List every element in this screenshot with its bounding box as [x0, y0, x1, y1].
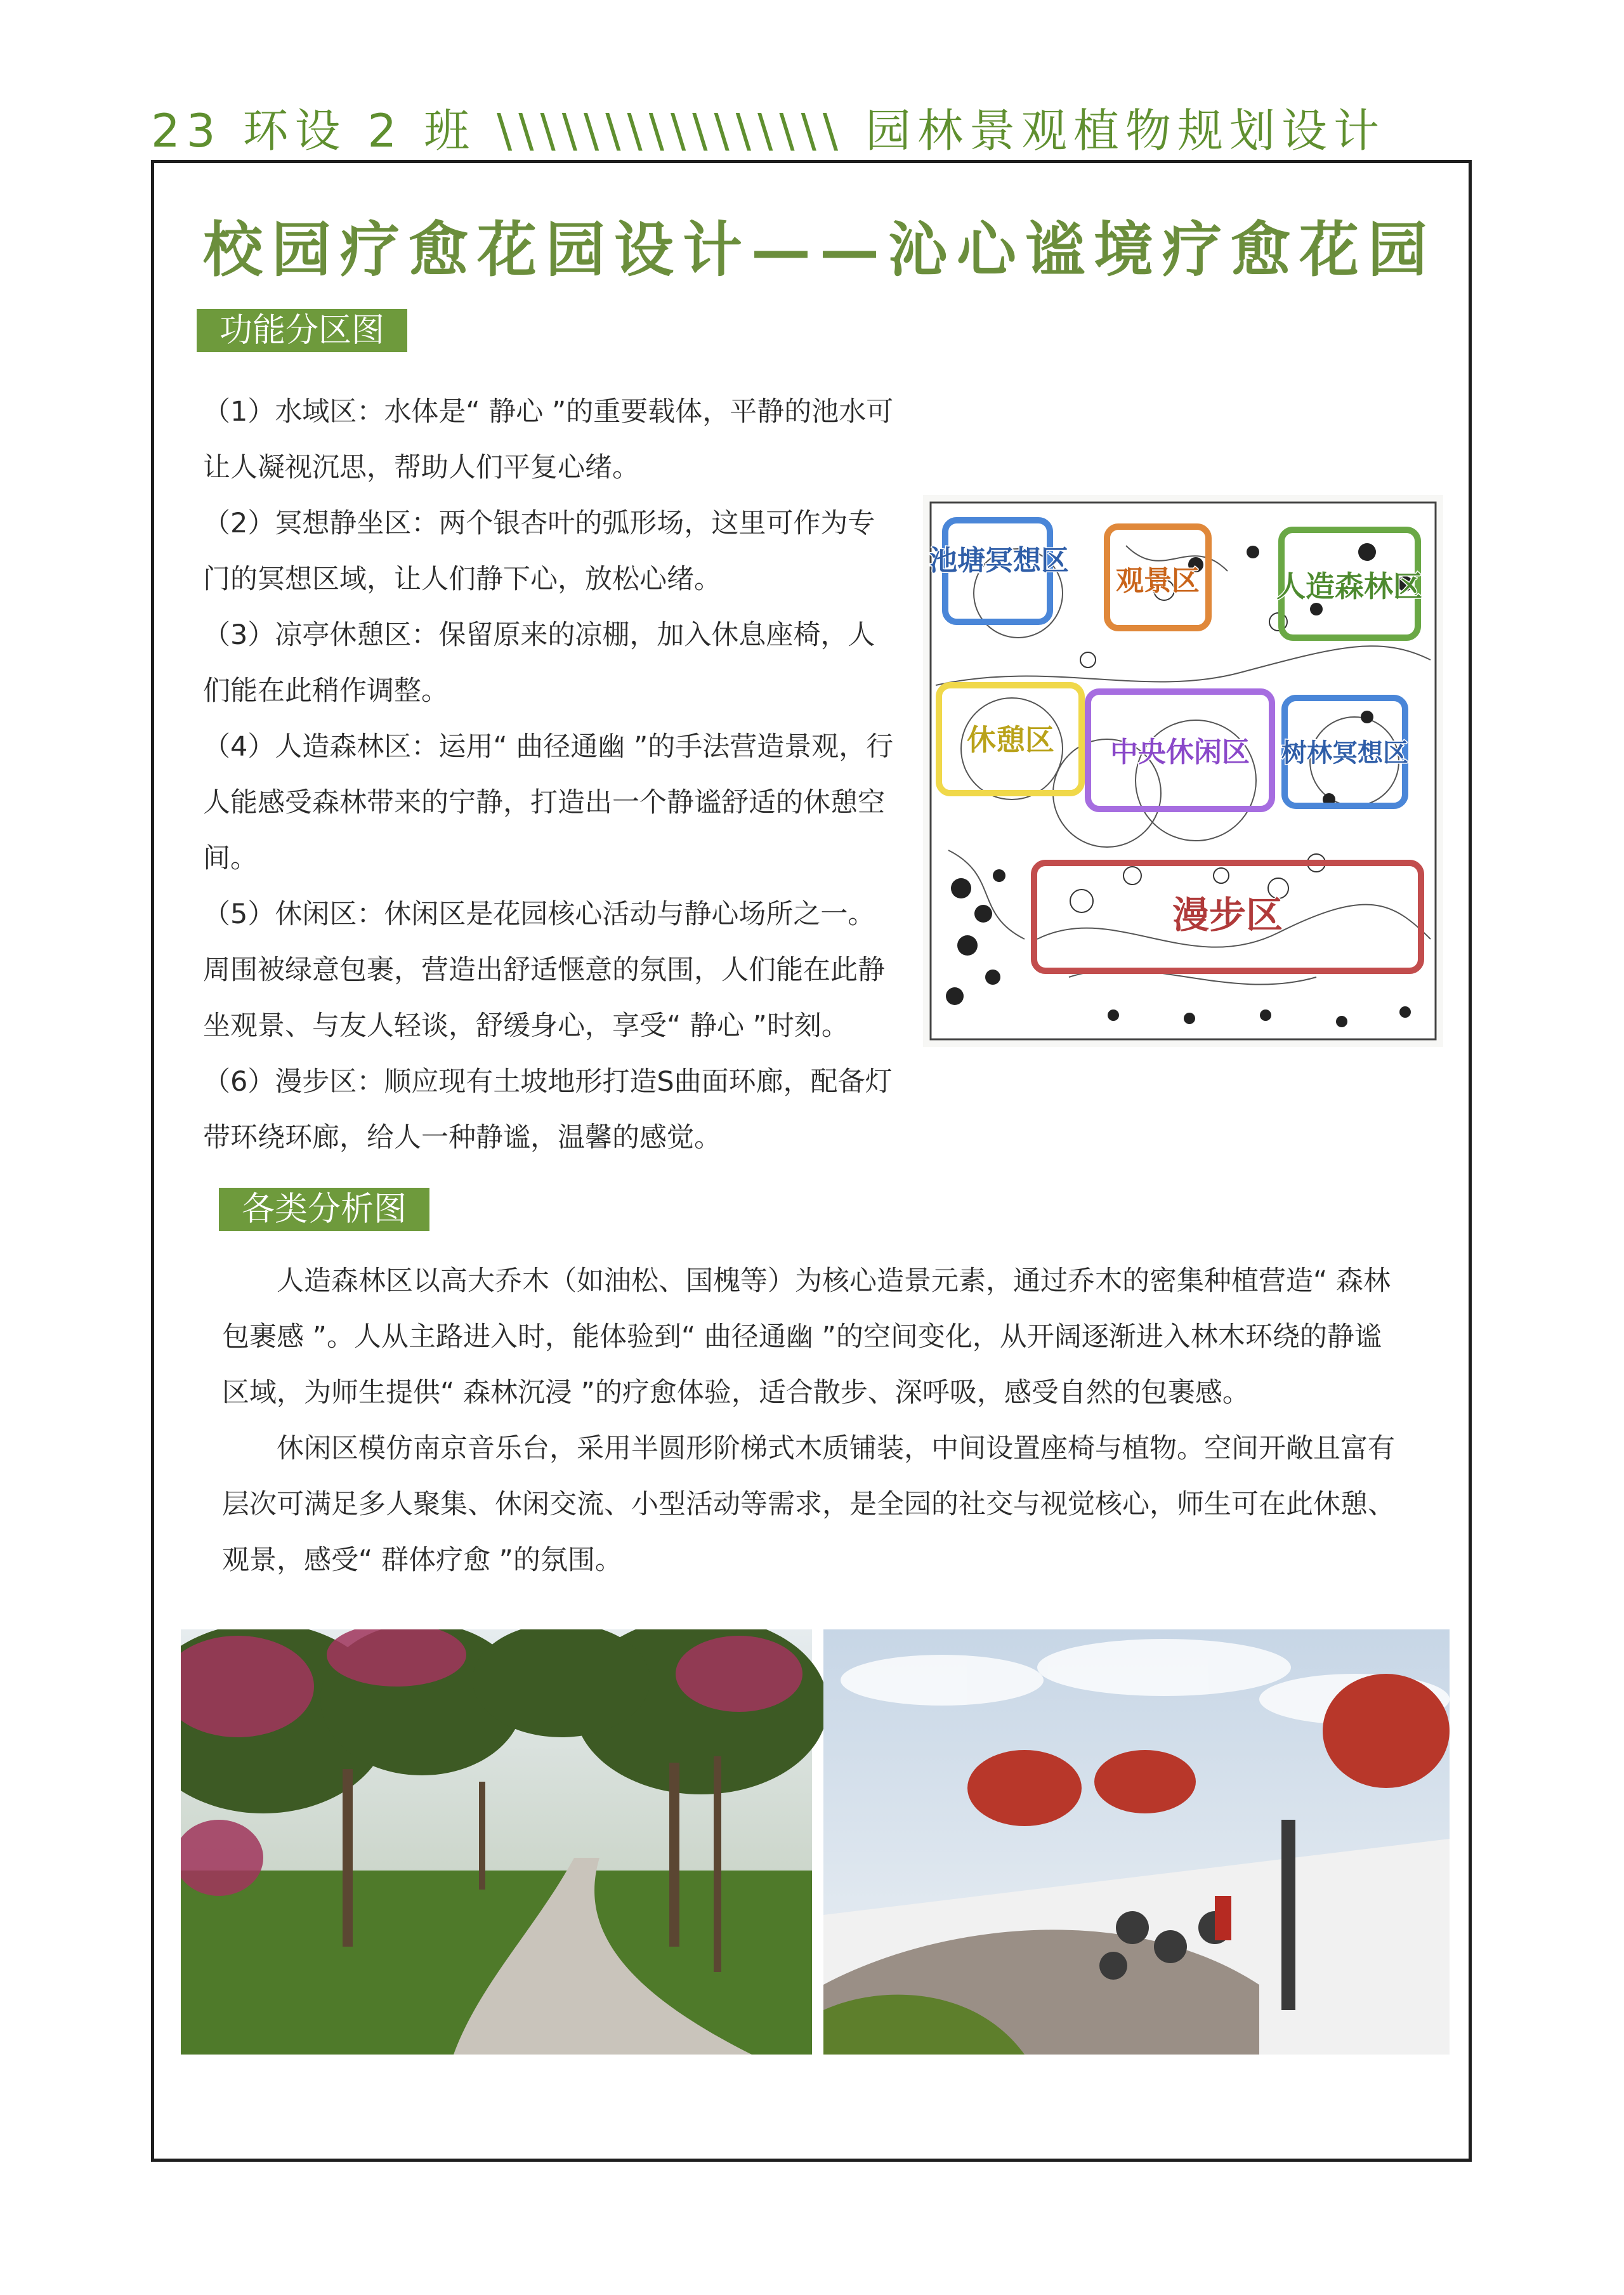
plan-label-grove: 树林冥想区 [1281, 739, 1408, 768]
zoning-plan-image [923, 495, 1443, 1047]
zone-description-list [203, 384, 894, 1166]
analysis-text [222, 1253, 1396, 1588]
section-label-analysis: 各类分析图 [219, 1188, 429, 1231]
zone-item-walk: （6）漫步区：顺应现有土坡地形打造S曲面环廊，配备灯带环绕环廊，给人一种静谧，温馨的感觉。 [203, 1066, 893, 1154]
analysis-paragraph-forest: 人造森林区以高大乔木（如油松、国槐等）为核心造景元素，通过乔木的密集种植营造“ 森林包裹感 ”。人从主路进入时，能体验到“ 曲径通幽 ”的空间变化，从开阔逐渐进入林木环绕的静谧区域，为师生提供“ 森林沉浸 ”的疗愈体验，适合散步、深呼吸，感受自然的包裹感。 [222, 1265, 1391, 1409]
forest-path-rendering [181, 1629, 828, 2055]
zone-item-forest: （4）人造森林区：运用“ 曲径通幽 ”的手法营造景观，行人能感受森林带来的宁静，打造出一个静谧舒适的休憩空间。 [203, 731, 894, 874]
zone-item-meditation: （2）冥想静坐区：两个银杏叶的弧形场，这里可作为专门的冥想区域，让人们静下心，放松心绪。 [203, 508, 875, 595]
zone-item-water: （1）水域区：水体是“ 静心 ”的重要载体，平静的池水可让人凝视沉思，帮助人们平复心绪。 [203, 396, 894, 483]
plan-label-pond: 池塘冥想区 [929, 544, 1069, 577]
main-title: 校园疗愈花园设计——沁心谧境疗愈花园 [203, 215, 1437, 285]
leisure-area-rendering [823, 1629, 1450, 2055]
plan-label-central: 中央休闲区 [1110, 736, 1250, 768]
section-label-zoning: 功能分区图 [197, 309, 407, 352]
plan-label-walk: 漫步区 [1172, 893, 1283, 937]
plan-label-rest: 休憩区 [967, 723, 1054, 757]
header-title: 23 环设 2 班 \\\\\\\\\\\\\\\\ 园林景观植物规划设计 [151, 104, 1385, 157]
analysis-paragraph-leisure: 休闲区模仿南京音乐台，采用半圆形阶梯式木质铺装，中间设置座椅与植物。空间开敞且富有层次可满足多人聚集、休闲交流、小型活动等需求，是全园的社交与视觉核心，师生可在此休憩、观景，感受“ 群体疗愈 ”的氛围。 [222, 1433, 1395, 1576]
zone-item-leisure: （5）休闲区：休闲区是花园核心活动与静心场所之一。周围被绿意包裹，营造出舒适惬意的氛围，人们能在此静坐观景、与友人轻谈，舒缓身心，享受“ 静心 ”时刻。 [203, 898, 885, 1042]
zone-item-pavilion: （3）凉亭休憩区：保留原来的凉棚，加入休息座椅，人们能在此稍作调整。 [203, 619, 875, 707]
perspective-renderings [181, 1629, 1450, 2055]
plan-label-view: 观景区 [1116, 565, 1200, 597]
plan-label-forest: 人造森林区 [1276, 569, 1422, 603]
